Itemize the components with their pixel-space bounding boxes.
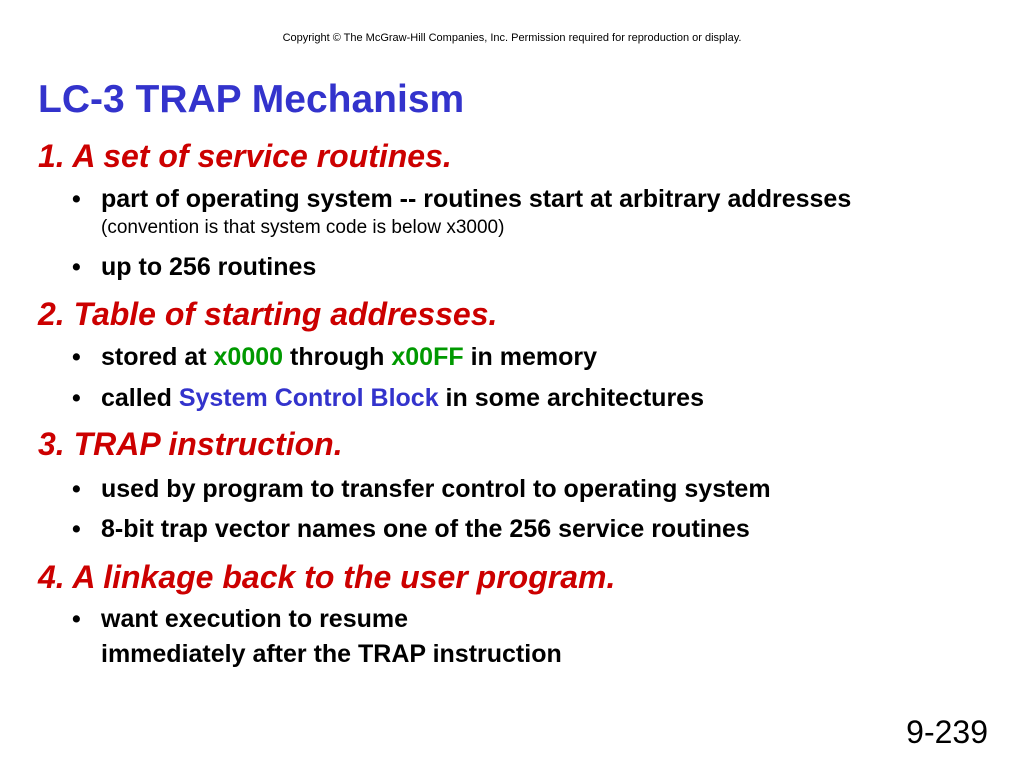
text-segment: stored at	[101, 343, 214, 371]
section-heading-trap-instruction: 3. TRAP instruction.	[38, 426, 343, 462]
bullet-dot: •	[72, 384, 81, 412]
section-heading-linkage: 4. A linkage back to the user program.	[38, 559, 616, 595]
bullet-text-line-2: immediately after the TRAP instruction	[101, 640, 562, 668]
bullet-dot: •	[72, 515, 81, 543]
bullet-dot: •	[72, 605, 81, 633]
address-start: x0000	[213, 343, 284, 371]
section-heading-starting-addresses: 2. Table of starting addresses.	[38, 296, 498, 332]
bullet-text: 8-bit trap vector names one of the 256 service routines	[101, 515, 750, 543]
slide-title: LC-3 TRAP Mechanism	[38, 78, 465, 121]
bullet-dot: •	[72, 253, 81, 281]
bullet-dot: •	[72, 475, 81, 503]
bullet-text: part of operating system -- routines start at arbitrary addresses	[101, 185, 852, 213]
text-segment: in some architectures	[438, 384, 704, 412]
bullet-dot: •	[72, 185, 81, 213]
text-segment: in memory	[463, 343, 598, 371]
copyright-notice: Copyright © The McGraw-Hill Companies, Inc. Permission required for reproduction or display.	[282, 32, 742, 44]
address-end: x00FF	[391, 343, 464, 371]
bullet-subnote: (convention is that system code is below x3000)	[101, 217, 505, 238]
text-segment: called	[101, 384, 179, 412]
section-heading-service-routines: 1. A set of service routines.	[38, 138, 452, 174]
bullet-text-line-1: want execution to resume	[101, 605, 409, 633]
term-system-control-block: System Control Block	[178, 384, 439, 412]
bullet-text	[101, 381, 704, 415]
text-segment: through	[283, 343, 392, 371]
bullet-text: used by program to transfer control to operating system	[101, 475, 771, 503]
page-number: 9-239	[906, 714, 988, 750]
bullet-text	[101, 340, 597, 374]
bullet-dot: •	[72, 343, 81, 371]
bullet-text: up to 256 routines	[101, 253, 317, 281]
